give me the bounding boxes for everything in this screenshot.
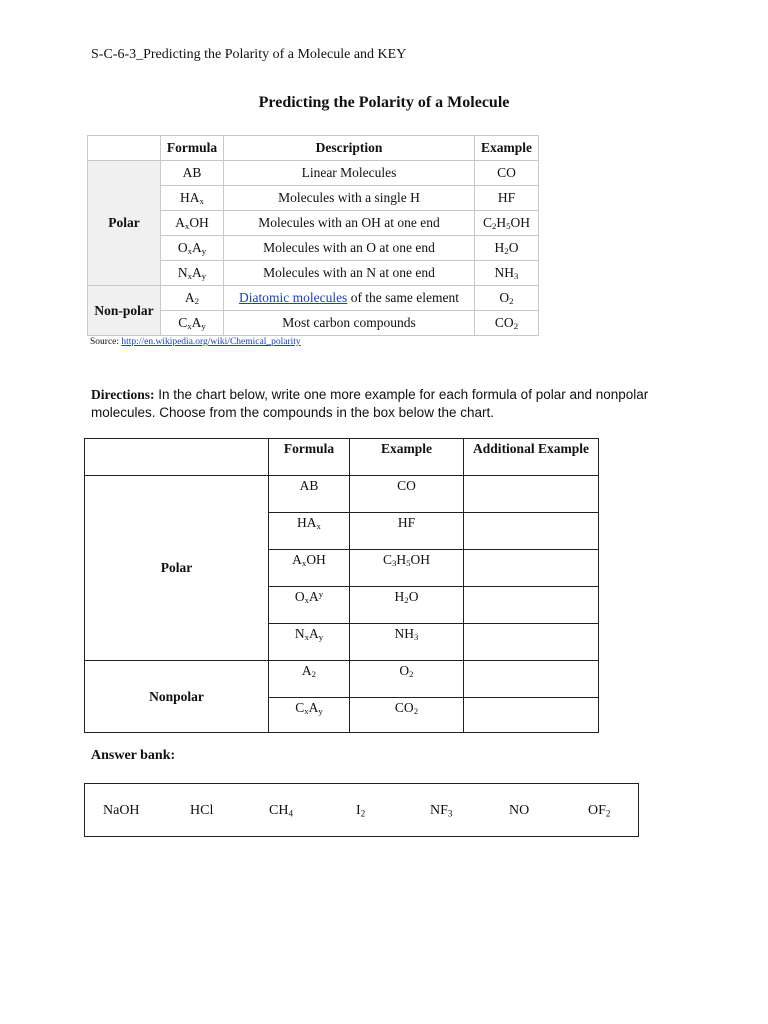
formula-cell: $A_2$ (269, 661, 350, 698)
source-label: Source: (90, 337, 120, 347)
col-header-formula: Formula (269, 439, 350, 476)
description-cell: Most carbon compounds (224, 311, 475, 336)
example-cell: $O_2$ (475, 286, 539, 311)
document-header: S-C-6-3_Predicting the Polarity of a Molecule and KEY (91, 47, 407, 62)
formula-cell: $HA_x$ (269, 513, 350, 550)
formula-cell: $N_xA_y$ (161, 261, 224, 286)
answer-bank-item: HCl (190, 803, 214, 818)
description-cell: Molecules with an OH at one end (224, 211, 475, 236)
formula-cell: $N_xA_y$ (269, 624, 350, 661)
example-cell: $C_3H_5OH$ (350, 550, 464, 587)
example-cell: $H_2O$ (475, 236, 539, 261)
answer-bank-label: Answer bank: (91, 748, 176, 763)
description-cell: Linear Molecules (224, 161, 475, 186)
table-row (88, 286, 539, 311)
answer-cell[interactable] (464, 587, 599, 624)
answer-bank-item: $OF_2$ (588, 803, 611, 819)
answer-bank-box (84, 783, 639, 837)
example-cell: $O_2$ (350, 661, 464, 698)
example-cell: $NH_3$ (475, 261, 539, 286)
directions-text: In the chart below, write one more example for each formula of polar and nonpolar molecules. Choose from the compounds in the box below the chart. (91, 387, 649, 420)
group-label-polar: Polar (85, 476, 269, 661)
reference-table (87, 135, 539, 336)
formula-cell: $A_xOH$ (269, 550, 350, 587)
answer-cell[interactable] (464, 550, 599, 587)
answer-bank-item: $NF_3$ (430, 803, 453, 819)
page-title (0, 94, 768, 112)
directions-paragraph (91, 386, 691, 422)
source-line (90, 337, 301, 347)
example-cell: CO (350, 476, 464, 513)
col-header-description: Description (224, 136, 475, 161)
practice-table (84, 438, 599, 733)
reference-table-header-row (88, 136, 539, 161)
formula-cell: AB (269, 476, 350, 513)
example-cell: HF (350, 513, 464, 550)
group-label-nonpolar: Non-polar (88, 286, 161, 336)
practice-table-header-row (85, 439, 599, 476)
directions-label: Directions: (91, 387, 155, 402)
example-cell: $H_2O$ (350, 587, 464, 624)
group-label-polar: Polar (88, 161, 161, 286)
answer-cell[interactable] (464, 661, 599, 698)
formula-cell: $A_xOH$ (161, 211, 224, 236)
example-cell: CO (475, 161, 539, 186)
diatomic-molecules-link[interactable]: Diatomic molecules (238, 290, 348, 305)
answer-cell[interactable] (464, 476, 599, 513)
page-title-text: Predicting the Polarity of a Molecule (258, 94, 510, 111)
formula-cell: $C_xA_y$ (269, 698, 350, 733)
col-header-additional-example: Additional Example (464, 439, 599, 476)
formula-cell: $C_xA_y$ (161, 311, 224, 336)
example-cell: $CO_2$ (475, 311, 539, 336)
table-row (85, 661, 599, 698)
example-cell: $NH_3$ (350, 624, 464, 661)
practice-table-corner (85, 439, 269, 476)
reference-table-corner (88, 136, 161, 161)
example-cell: $CO_2$ (350, 698, 464, 733)
col-header-example: Example (475, 136, 539, 161)
description-rest: of the same element (347, 290, 460, 305)
formula-cell: $HA_x$ (161, 186, 224, 211)
table-row (88, 161, 539, 186)
answer-cell[interactable] (464, 624, 599, 661)
formula-cell: AB (161, 161, 224, 186)
formula-cell: $O_xA_y$ (161, 236, 224, 261)
group-label-nonpolar: Nonpolar (85, 661, 269, 733)
table-row (85, 476, 599, 513)
example-cell: $C_2H_5OH$ (475, 211, 539, 236)
answer-cell[interactable] (464, 513, 599, 550)
col-header-formula: Formula (161, 136, 224, 161)
answer-bank-item: NO (509, 803, 530, 818)
formula-cell: $O_xA^y$ (269, 587, 350, 624)
source-link[interactable]: http://en.wikipedia.org/wiki/Chemical_polarity (121, 337, 301, 347)
description-cell: Molecules with an O at one end (224, 236, 475, 261)
col-header-example: Example (350, 439, 464, 476)
description-cell (224, 286, 475, 311)
answer-cell[interactable] (464, 698, 599, 733)
answer-bank-item: $I_2$ (356, 803, 366, 819)
formula-cell: $A_2$ (161, 286, 224, 311)
description-cell: Molecules with a single H (224, 186, 475, 211)
example-cell: HF (475, 186, 539, 211)
answer-bank-item: NaOH (103, 803, 140, 818)
description-cell: Molecules with an N at one end (224, 261, 475, 286)
answer-bank-item: $CH_4$ (269, 803, 293, 819)
